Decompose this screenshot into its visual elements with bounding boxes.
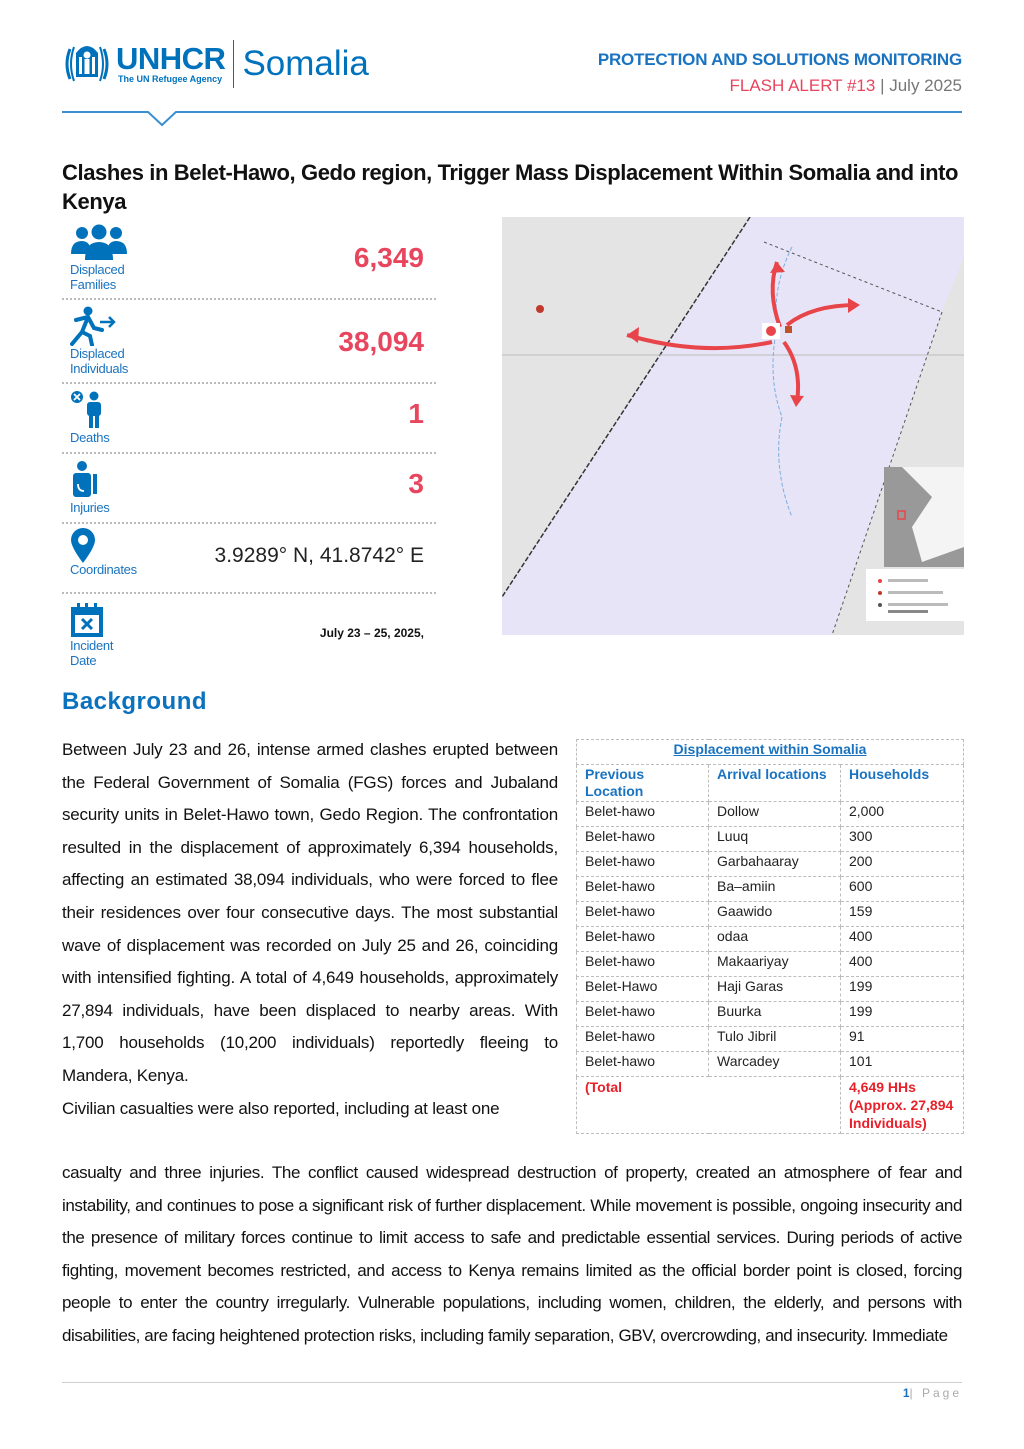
table-row: [577, 1052, 964, 1077]
stat-value: 38,094: [338, 326, 424, 357]
table-row: [577, 852, 964, 877]
cell-previous-location: Belet-hawo: [577, 827, 709, 852]
cell-arrival-location: Tulo Jibril: [709, 1027, 841, 1052]
location-pin-icon: [70, 528, 96, 564]
cell-households: 400: [841, 952, 964, 977]
paragraph-text: Civilian casualties were also reported, including at least one: [62, 1098, 500, 1118]
background-paragraph-1: [62, 734, 558, 1125]
report-meta: [598, 50, 962, 96]
stat-label: Deaths: [70, 430, 110, 445]
cell-households: 101: [841, 1052, 964, 1077]
alert-separator: |: [875, 76, 890, 95]
country-name: Somalia: [242, 44, 369, 83]
page-number: [903, 1386, 962, 1400]
cell-arrival-location: Dollow: [709, 802, 841, 827]
stat-injuries: [62, 454, 436, 524]
header-notch-icon: [147, 111, 177, 127]
section-heading-background: Background: [62, 688, 208, 715]
alert-date: July 2025: [889, 76, 962, 95]
column-header: Previous Location: [577, 765, 709, 802]
stat-coordinates: [62, 524, 436, 594]
cell-previous-location: Belet-hawo: [577, 1027, 709, 1052]
table-row: [577, 802, 964, 827]
table-caption: Displacement within Somalia: [577, 740, 964, 765]
cell-arrival-location: Warcadey: [709, 1052, 841, 1077]
cell-previous-location: Belet-hawo: [577, 952, 709, 977]
stat-incident-date: [62, 594, 436, 674]
table-row: [577, 927, 964, 952]
stat-deaths: [62, 384, 436, 454]
cell-households: 600: [841, 877, 964, 902]
page-label: | Page: [909, 1386, 962, 1400]
logo-divider: [233, 40, 234, 88]
program-title: PROTECTION AND SOLUTIONS MONITORING: [597, 50, 962, 69]
person-fleeing-icon: [70, 306, 116, 346]
column-header: Arrival locations: [709, 765, 841, 802]
cell-households: 159: [841, 902, 964, 927]
agency-tagline: The UN Refugee Agency: [118, 74, 223, 84]
stat-value: 3: [408, 468, 424, 499]
stat-value: 1: [408, 398, 424, 429]
table-row: [577, 877, 964, 902]
table-row: [577, 1002, 964, 1027]
stat-label: Incident Date: [70, 638, 114, 668]
alert-number: FLASH ALERT #13: [729, 76, 876, 95]
cell-previous-location: Belet-hawo: [577, 877, 709, 902]
document-header: [62, 38, 962, 98]
cell-previous-location: Belet-hawo: [577, 902, 709, 927]
table-row: [577, 1027, 964, 1052]
stat-label: Displaced Families: [70, 262, 125, 292]
page-title: Clashes in Belet-Hawo, Gedo region, Trigger Mass Displacement Within Somalia and into Kenya: [62, 160, 959, 214]
calendar-x-icon: [70, 602, 104, 638]
cell-previous-location: Belet-hawo: [577, 927, 709, 952]
stat-label: Displaced Individuals: [70, 346, 129, 376]
cell-arrival-location: Luuq: [709, 827, 841, 852]
stat-label: Injuries: [70, 500, 110, 515]
cell-previous-location: Belet-hawo: [577, 1002, 709, 1027]
person-death-icon: [70, 390, 110, 430]
paragraph-text: Between July 23 and 26, intense armed clashes erupted between the Federal Government of Somalia (FGS) forces and Jubaland security units in Belet-Hawo town, Gedo Region. The confrontation resulted in the displacement of approximately 6,394 households, affecting an estimated 38,094 individuals, who were forced to flee their residences over four consecutive days. The most substantial wave of displacement was recorded on July 25 and 26, coinciding with intensified fighting. A total of 4,649 households, approximately 27,894 individuals, have been displaced to nearby areas. With 1,700 households (10,200 individuals) reportedly fleeing to Mandera, Kenya.: [62, 740, 558, 1085]
cell-households: 300: [841, 827, 964, 852]
stat-value: 6,349: [353, 242, 424, 273]
people-group-icon: [70, 224, 128, 262]
table-header-row: [577, 765, 964, 802]
footer-divider: [62, 1382, 962, 1383]
column-header: Households: [841, 765, 964, 802]
cell-households: 199: [841, 977, 964, 1002]
unhcr-logo: [62, 40, 369, 88]
cell-households: 2,000: [841, 802, 964, 827]
cell-households: 400: [841, 927, 964, 952]
stat-value: July 23 – 25, 2025,: [319, 626, 424, 640]
cell-previous-location: Belet-hawo: [577, 852, 709, 877]
cell-households: 200: [841, 852, 964, 877]
stat-displaced-individuals: [62, 300, 436, 384]
key-figures-panel: [62, 220, 436, 674]
cell-households: 199: [841, 1002, 964, 1027]
background-paragraph-2: casualty and three injuries. The conflict caused widespread destruction of property, created an atmosphere of fear and instability, and continues to pose a significant risk of further displacement. While movement is possible, ongoing insecurity and the presence of military forces continue to limit access to safe and predictable essential services. During periods of active fighting, movement becomes restricted, and access to Kenya remains limited as the official border point is closed, forcing people to enter the country irregularly. Vulnerable populations, including women, children, the elderly, and persons with disabilities, are facing heightened protection risks, including family separation, GBV, overcrowding, and insecurity. Immediate: [62, 1163, 962, 1345]
cell-arrival-location: Garbahaaray: [709, 852, 841, 877]
header-divider: [62, 111, 962, 113]
displacement-table: [576, 739, 964, 1134]
cell-arrival-location: Makaariyay: [709, 952, 841, 977]
cell-households: 91: [841, 1027, 964, 1052]
page-number-value: 1: [902, 1386, 910, 1400]
displacement-map: [502, 217, 964, 635]
stat-displaced-families: [62, 220, 436, 300]
cell-previous-location: Belet-hawo: [577, 1052, 709, 1077]
table-row: [577, 977, 964, 1002]
cell-arrival-location: Ba–amiin: [709, 877, 841, 902]
cell-previous-location: Belet-hawo: [577, 802, 709, 827]
table-row: [577, 952, 964, 977]
map-graphic: [502, 217, 964, 635]
total-value: 4,649 HHs (Approx. 27,894 Individuals): [841, 1077, 964, 1134]
table-row: [577, 902, 964, 927]
stat-value: 3.9289° N, 41.8742° E: [214, 544, 424, 567]
table-row: [577, 827, 964, 852]
person-injured-icon: [70, 460, 100, 500]
alert-line: [598, 76, 962, 96]
unhcr-emblem-icon: [62, 41, 112, 87]
cell-arrival-location: Buurka: [709, 1002, 841, 1027]
stat-label: Coordinates: [70, 562, 137, 577]
cell-arrival-location: Haji Garas: [709, 977, 841, 1002]
org-name: UNHCR: [116, 41, 226, 76]
cell-arrival-location: Gaawido: [709, 902, 841, 927]
table-total-row: [577, 1077, 964, 1134]
cell-previous-location: Belet-Hawo: [577, 977, 709, 1002]
cell-arrival-location: odaa: [709, 927, 841, 952]
total-label: (Total: [577, 1077, 841, 1134]
